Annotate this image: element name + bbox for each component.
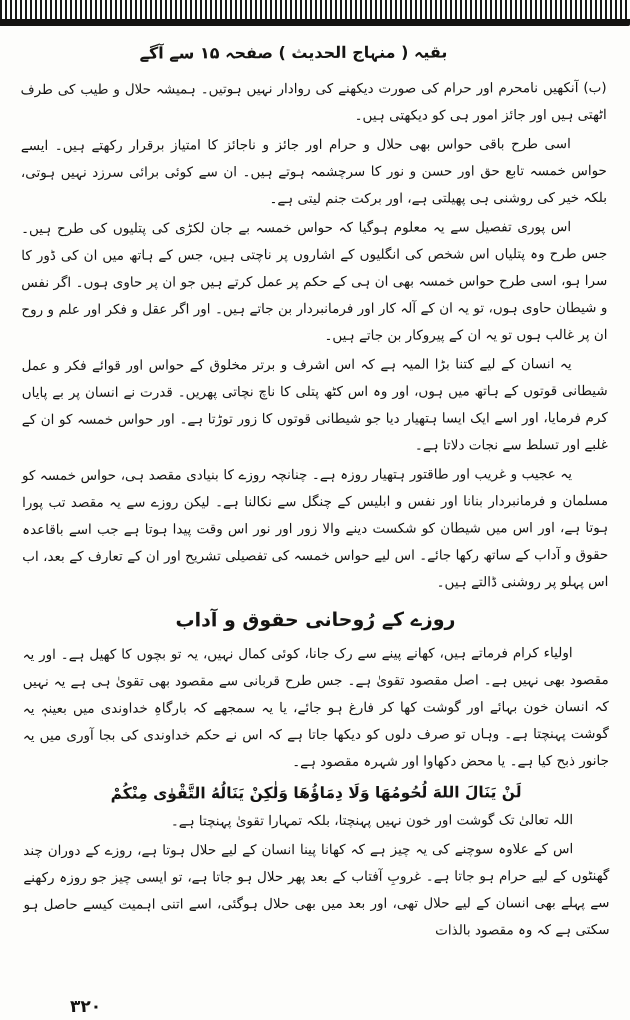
paragraph-awliya-taqwa: اولیاء کرام فرماتے ہیں، کھانے پینے سے رک جانا، کوئی کمال نہیں، یہ تو بچوں کا کھیل ہے۔ اور یہ مقصود بھی نہیں ہے۔ اصل مقصود تقویٰ ہے۔ جس طرح قربانی سے مقصود بھی تقویٰ ہی ہے یہ نہیں کہ انسان خون بہائے اور گوشت کھا کر فارغ ہو جائے، یا یہ سمجھے کہ بارگاہِ خداوندی میں بعینہٖ یہ گوشت پہنچتا ہے۔ وہاں تو صرف دلوں کو دیکھا جاتا ہے کہ اس نے حکم خداوندی کی بجا آوری میں یہ جانور ذبح کیا ہے۔ یا محض دکھاوا اور شہرہ مقصود ہے۔ xyxy=(22,645,609,771)
paragraph-tragedy: یہ انسان کے لیے کتنا بڑا المیہ ہے کہ اس اشرف و برتر مخلوق کے حواس اور قوائے فکر و عمل شیطانی قوتوں کے ہاتھ میں ہوں، اور وہ اس کٹھ پتلی کا ناچ نچاتی پھریں۔ قدرت نے انسان پر بے پایاں کرم فرمایا، اور اسے ایک ایسا ہتھیار دیا جو شیطانی قوتوں کا زور توڑتا ہے۔ اور حواس خمسہ کو ان کے غلبے اور تسلط سے نجات دلاتا ہے۔ xyxy=(21,356,608,454)
quran-verse-arabic: لَنْ يَنَالَ اللهَ لُحُومُهَا وَلَا دِمَاؤُهَا وَلٰكِنْ يَنَالُهُ التَّقْوٰى مِنْكُمْ xyxy=(110,783,522,803)
page-number: ۳۲۰ xyxy=(70,997,102,1017)
paragraph-halal-haram: اس کے علاوہ سوچنے کی یہ چیز ہے کہ کھانا پینا انسان کے لیے حلال ہوتا ہے، روزے کے دوران چند گھنٹوں کے لیے حرام ہو جاتا ہے۔ غروبِ آفتاب کے بعد پھر حلال ہو جاتا ہے، تو ایسی چیز جو روزہ رکھنے سے پہلے بھی انسان کے لیے حلال تھی، اور بعد میں بھی حلال ہوگئی، اسے اتنی اہمیت کیسے حاصل ہو سکتی ہے کہ وہ مقصود بالذات xyxy=(23,841,610,939)
section-heading-spiritual-etiquette: روزے کے رُوحانی حقوق و آداب xyxy=(175,608,456,632)
page-top-decorative-border xyxy=(0,0,630,26)
paragraph-puppets: اس پوری تفصیل سے یہ معلوم ہوگیا کہ حواس خمسہ بے جان لکڑی کی پتلیوں کی طرح ہیں۔ جس طرح وہ پتلیاں اس شخص کی انگلیوں کے اشاروں پر ناچتی ہیں، جس کے ہاتھ میں ان کی ڈور کا سرا ہو، اسی طرح حواس خمسہ بھی ان ہی کے حکم پر عمل کرتے ہیں جو ان پر حاوی ہوں۔ اگر نفس و شیطان حاوی ہوں، تو یہ ان کے آلہ کار اور فرمانبردار بن جاتے ہیں۔ اور اگر عقل و فکر اور علم و روح ان پر غالب ہوں تو یہ ان کے پیروکار بن جاتے ہیں۔ xyxy=(21,219,608,344)
page-content xyxy=(0,25,630,946)
paragraph-fasting-weapon: یہ عجیب و غریب اور طاقتور ہتھیار روزہ ہے۔ چنانچہ روزے کا بنیادی مقصد ہی، حواس خمسہ کو مسلمان و فرمانبردار بنانا اور نفس و ابلیس کے چنگل سے نکالنا ہے۔ لیکن روزے سے یہ مقصد تب پورا ہوتا ہے، اور اس میں شیطان کو شکست دینے والا زور اور نور اس وقت پیدا ہوتا ہے جب اسے باقاعدہ حقوق و آداب کے ساتھ رکھا جائے۔ اس لیے حواس خمسہ کی تفصیلی تشریح اور ان کے تعارف کے بعد، اب اس پہلو پر روشنی ڈالتے ہیں۔ xyxy=(21,466,609,591)
verse-translation: اللہ تعالیٰ تک گوشت اور خون نہیں پہنچتا، بلکہ تمہارا تقویٰ پہنچتا ہے۔ xyxy=(170,812,574,830)
paragraph-eyes: (ب) آنکھیں نامحرم اور حرام کی صورت دیکھنے کی روادار نہیں ہوتیں۔ ہمیشہ حلال و طیب کی طرف اٹھتی ہیں اور جائز امور ہی کو دیکھتی ہیں۔ xyxy=(20,79,607,124)
paragraph-senses: اسی طرح باقی حواس بھی حلال و حرام اور جائز و ناجائز کا امتیاز برقرار رکھتے ہیں۔ ایسے حواس خمسہ تابع حق اور حسن و نور کا سرچشمہ ہوتے ہیں۔ ان سے کوئی برائی سرزد نہیں ہوتی، بلکہ خیر کی روشنی ہی پھیلتی ہے، اور برکت جنم لیتی ہے۔ xyxy=(20,136,608,208)
continuation-header-note: بقیہ ( منہاج الحدیث ) صفحہ ۱۵ سے آگے xyxy=(139,42,448,63)
